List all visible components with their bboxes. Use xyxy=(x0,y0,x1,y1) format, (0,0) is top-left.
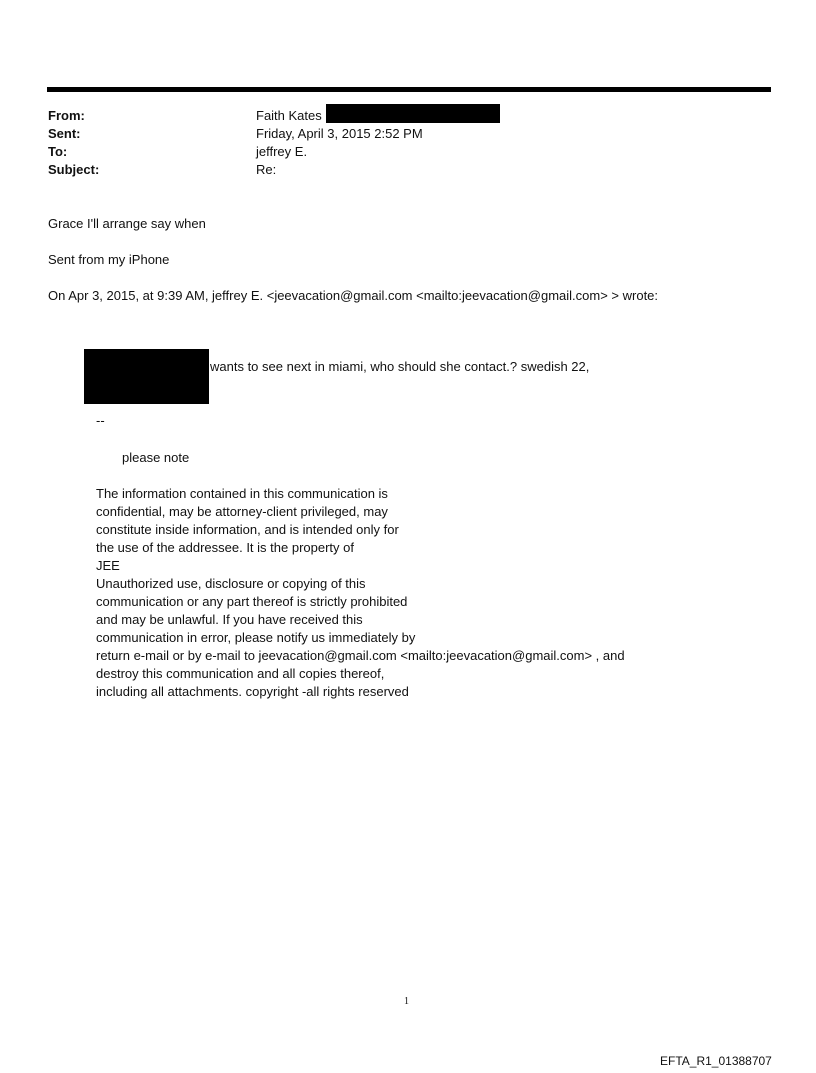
disclaimer-line: return e-mail or by e-mail to jeevacation@gmail.com <mailto:jeevacation@gmail.com> , and xyxy=(96,648,625,663)
sent-label: Sent: xyxy=(48,126,81,141)
subject-value: Re: xyxy=(256,162,277,177)
from-label: From: xyxy=(48,108,85,123)
subject-label: Subject: xyxy=(48,162,100,177)
bates-number: EFTA_R1_01388707 xyxy=(660,1054,772,1068)
disclaimer-line: and may be unlawful. If you have received this xyxy=(96,612,363,627)
disclaimer-line: constitute inside information, and is intended only for xyxy=(96,522,399,537)
redaction-name xyxy=(84,349,209,404)
disclaimer-line: Unauthorized use, disclosure or copying of this xyxy=(96,576,366,591)
disclaimer-line: The information contained in this communication is xyxy=(96,486,388,501)
disclaimer-line: communication in error, please notify us immediately by xyxy=(96,630,416,645)
disclaimer-line: JEE xyxy=(96,558,120,573)
quoted-message: wants to see next in miami, who should she contact.? swedish 22, xyxy=(210,359,590,374)
to-label: To: xyxy=(48,144,68,159)
reply-line: Grace I'll arrange say when xyxy=(48,216,206,231)
disclaimer-line: communication or any part thereof is strictly prohibited xyxy=(96,594,408,609)
please-note: please note xyxy=(122,450,190,465)
sig-dashes: -- xyxy=(96,413,105,428)
from-value: Faith Kates xyxy=(256,108,322,123)
sent-value: Friday, April 3, 2015 2:52 PM xyxy=(256,126,423,141)
page-number: 1 xyxy=(404,996,409,1007)
quote-intro: On Apr 3, 2015, at 9:39 AM, jeffrey E. <jeevacation@gmail.com <mailto:jeevacation@gmail.com> > wrote: xyxy=(48,288,659,303)
header-rule xyxy=(47,87,771,92)
to-value: jeffrey E. xyxy=(256,144,308,159)
redaction-from-email xyxy=(326,104,500,123)
signature-line: Sent from my iPhone xyxy=(48,252,170,267)
disclaimer-line: including all attachments. copyright -all rights reserved xyxy=(96,684,409,699)
disclaimer-line: confidential, may be attorney-client privileged, may xyxy=(96,504,388,519)
disclaimer-line: destroy this communication and all copies thereof, xyxy=(96,666,385,681)
disclaimer-line: the use of the addressee. It is the property of xyxy=(96,540,354,555)
